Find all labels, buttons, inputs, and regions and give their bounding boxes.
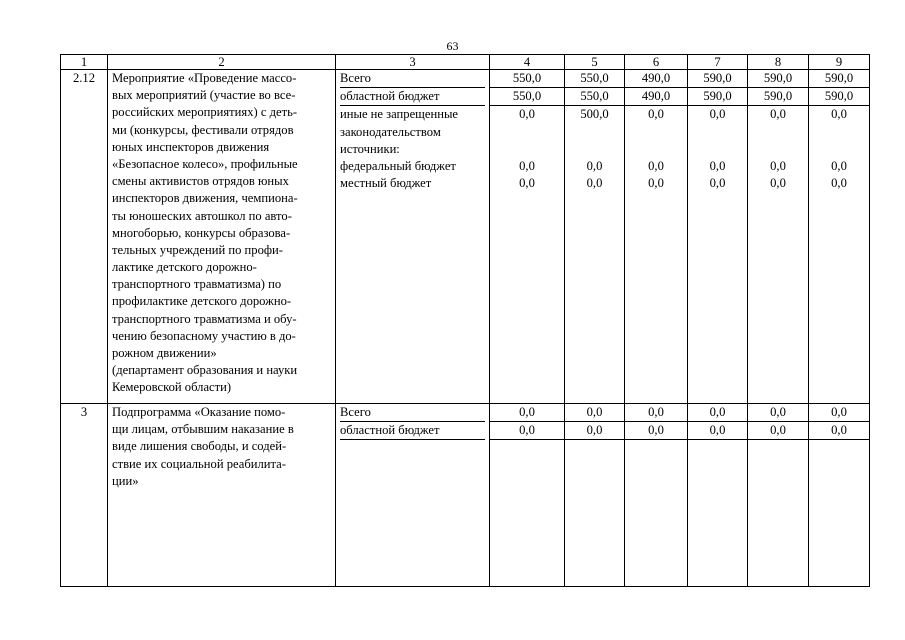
value-cell <box>565 141 624 158</box>
source-label: областной бюджет <box>340 88 485 106</box>
description-line: многоборью, конкурсы образова- <box>112 225 291 240</box>
funding-sources <box>336 70 490 404</box>
value-cell: 0,0 <box>809 422 869 440</box>
value-cell: 0,0 <box>748 422 808 440</box>
value-cell: 590,0 <box>748 70 808 88</box>
value-cell: 0,0 <box>770 158 786 173</box>
value-cell <box>688 141 747 158</box>
value-cell: 550,0 <box>490 70 564 88</box>
value-cell: 0,0 <box>688 422 747 440</box>
value-cell <box>809 141 869 158</box>
value-cell <box>748 141 808 158</box>
header-cell: 8 <box>748 55 809 70</box>
row-number: 3 <box>61 404 108 587</box>
description-line: транспортного травматизма) по <box>112 277 282 292</box>
value-cell: 0,0 <box>586 176 603 191</box>
value-cell: 490,0 <box>625 88 687 106</box>
description-line: инспекторов движения, чемпиона- <box>112 191 298 206</box>
description-line: профилактике детского дорожно- <box>112 294 292 309</box>
value-cell: 590,0 <box>688 70 747 88</box>
table-row <box>61 70 870 404</box>
value-spacer: 0,0 <box>770 107 786 122</box>
value-spacer <box>625 124 687 141</box>
value-cell: 0,0 <box>519 158 535 173</box>
value-column <box>490 70 565 404</box>
value-spacer <box>809 124 869 141</box>
value-cell: 0,0 <box>770 176 786 191</box>
description-line: чению безопасному участию в до- <box>112 328 296 343</box>
description-line: тельных учреждений по профи- <box>112 242 283 257</box>
value-column <box>625 70 688 404</box>
description-line: ми (конкурсы, фестивали отрядов <box>112 122 294 137</box>
value-spacer: 500,0 <box>580 107 609 122</box>
value-cell: 0,0 <box>809 404 869 422</box>
value-column <box>748 404 809 587</box>
value-cell: 550,0 <box>565 88 624 106</box>
value-cell: 0,0 <box>625 422 687 440</box>
description-line: транспортного травматизма и обу- <box>112 311 297 326</box>
page-number: 63 <box>446 39 459 53</box>
value-cell: 0,0 <box>586 158 603 173</box>
description-line: юных инспекторов движения <box>112 139 270 154</box>
table-row <box>61 404 870 587</box>
value-cell: 0,0 <box>490 404 564 422</box>
value-column <box>688 70 748 404</box>
header-cell: 5 <box>565 55 625 70</box>
description-line: российских мероприятиях) с деть- <box>112 105 298 120</box>
value-column <box>490 404 565 587</box>
value-cell: 590,0 <box>809 70 869 88</box>
description-line: «Безопасное колесо», профильные <box>112 156 298 171</box>
value-column <box>809 404 870 587</box>
funding-sources <box>336 404 490 587</box>
description-line: вых мероприятий (участие во все- <box>112 88 296 103</box>
value-column <box>565 70 625 404</box>
value-column <box>748 70 809 404</box>
description-line: виде лишения свободы, и содей- <box>112 439 287 454</box>
value-cell: 590,0 <box>809 88 869 106</box>
value-cell: 0,0 <box>565 404 624 422</box>
value-cell <box>625 141 687 158</box>
value-cell: 0,0 <box>648 176 664 191</box>
header-cell: 4 <box>490 55 565 70</box>
value-spacer: 0,0 <box>648 107 664 122</box>
value-cell: 0,0 <box>709 176 726 191</box>
value-cell: 0,0 <box>709 158 726 173</box>
value-cell: 0,0 <box>688 404 747 422</box>
value-cell: 0,0 <box>519 176 535 191</box>
source-label: федеральный бюджет <box>340 158 456 173</box>
source-label: иные не запрещенные <box>340 107 458 122</box>
value-column <box>565 404 625 587</box>
row-number: 2.12 <box>61 70 108 404</box>
value-cell: 550,0 <box>565 70 624 88</box>
header-row <box>61 55 870 70</box>
value-cell: 550,0 <box>490 88 564 106</box>
value-cell: 0,0 <box>625 404 687 422</box>
budget-table <box>60 54 870 587</box>
value-cell: 0,0 <box>490 422 564 440</box>
source-label: областной бюджет <box>340 422 485 440</box>
value-cell: 0,0 <box>565 422 624 440</box>
value-spacer <box>748 124 808 141</box>
description-line: смены активистов отрядов юных <box>112 174 289 189</box>
value-spacer: 0,0 <box>831 107 847 122</box>
description-line: лактике детского дорожно- <box>112 260 257 275</box>
source-label: Всего <box>340 404 485 422</box>
description-line: ции» <box>112 473 139 488</box>
description-line: рожном движении» <box>112 346 217 360</box>
source-label: местный бюджет <box>340 176 432 191</box>
description-line: Кемеровской области) <box>112 380 232 395</box>
row-description <box>108 70 336 404</box>
value-cell: 490,0 <box>625 70 687 88</box>
header-cell: 9 <box>809 55 870 70</box>
value-cell: 590,0 <box>688 88 747 106</box>
description-line: ствие их социальной реабилита- <box>112 456 286 471</box>
description-line: ты юношеских автошкол по авто- <box>112 208 292 223</box>
description-line: Мероприятие «Проведение массо- <box>112 71 297 85</box>
description-line: щи лицам, отбывшим наказание в <box>112 422 294 437</box>
description-line: (департамент образования и науки <box>112 363 298 378</box>
source-label: законодательством <box>340 124 441 139</box>
value-cell: 0,0 <box>831 158 847 173</box>
row-description <box>108 404 336 587</box>
header-cell: 6 <box>625 55 688 70</box>
value-spacer <box>688 124 747 141</box>
value-cell: 590,0 <box>748 88 808 106</box>
header-cell: 1 <box>61 55 108 70</box>
value-column <box>625 404 688 587</box>
value-spacer <box>565 124 624 141</box>
value-column <box>809 70 870 404</box>
value-cell <box>490 141 564 158</box>
header-cell: 2 <box>108 55 336 70</box>
value-spacer: 0,0 <box>709 107 726 122</box>
value-spacer <box>490 124 564 141</box>
header-cell: 7 <box>688 55 748 70</box>
value-spacer: 0,0 <box>519 107 535 122</box>
source-label: Всего <box>340 70 485 88</box>
value-cell: 0,0 <box>831 176 847 191</box>
header-cell: 3 <box>336 55 490 70</box>
value-cell: 0,0 <box>648 158 664 173</box>
description-line: Подпрограмма «Оказание помо- <box>112 405 286 419</box>
value-cell: 0,0 <box>748 404 808 422</box>
value-column <box>688 404 748 587</box>
source-label: источники: <box>340 141 400 156</box>
